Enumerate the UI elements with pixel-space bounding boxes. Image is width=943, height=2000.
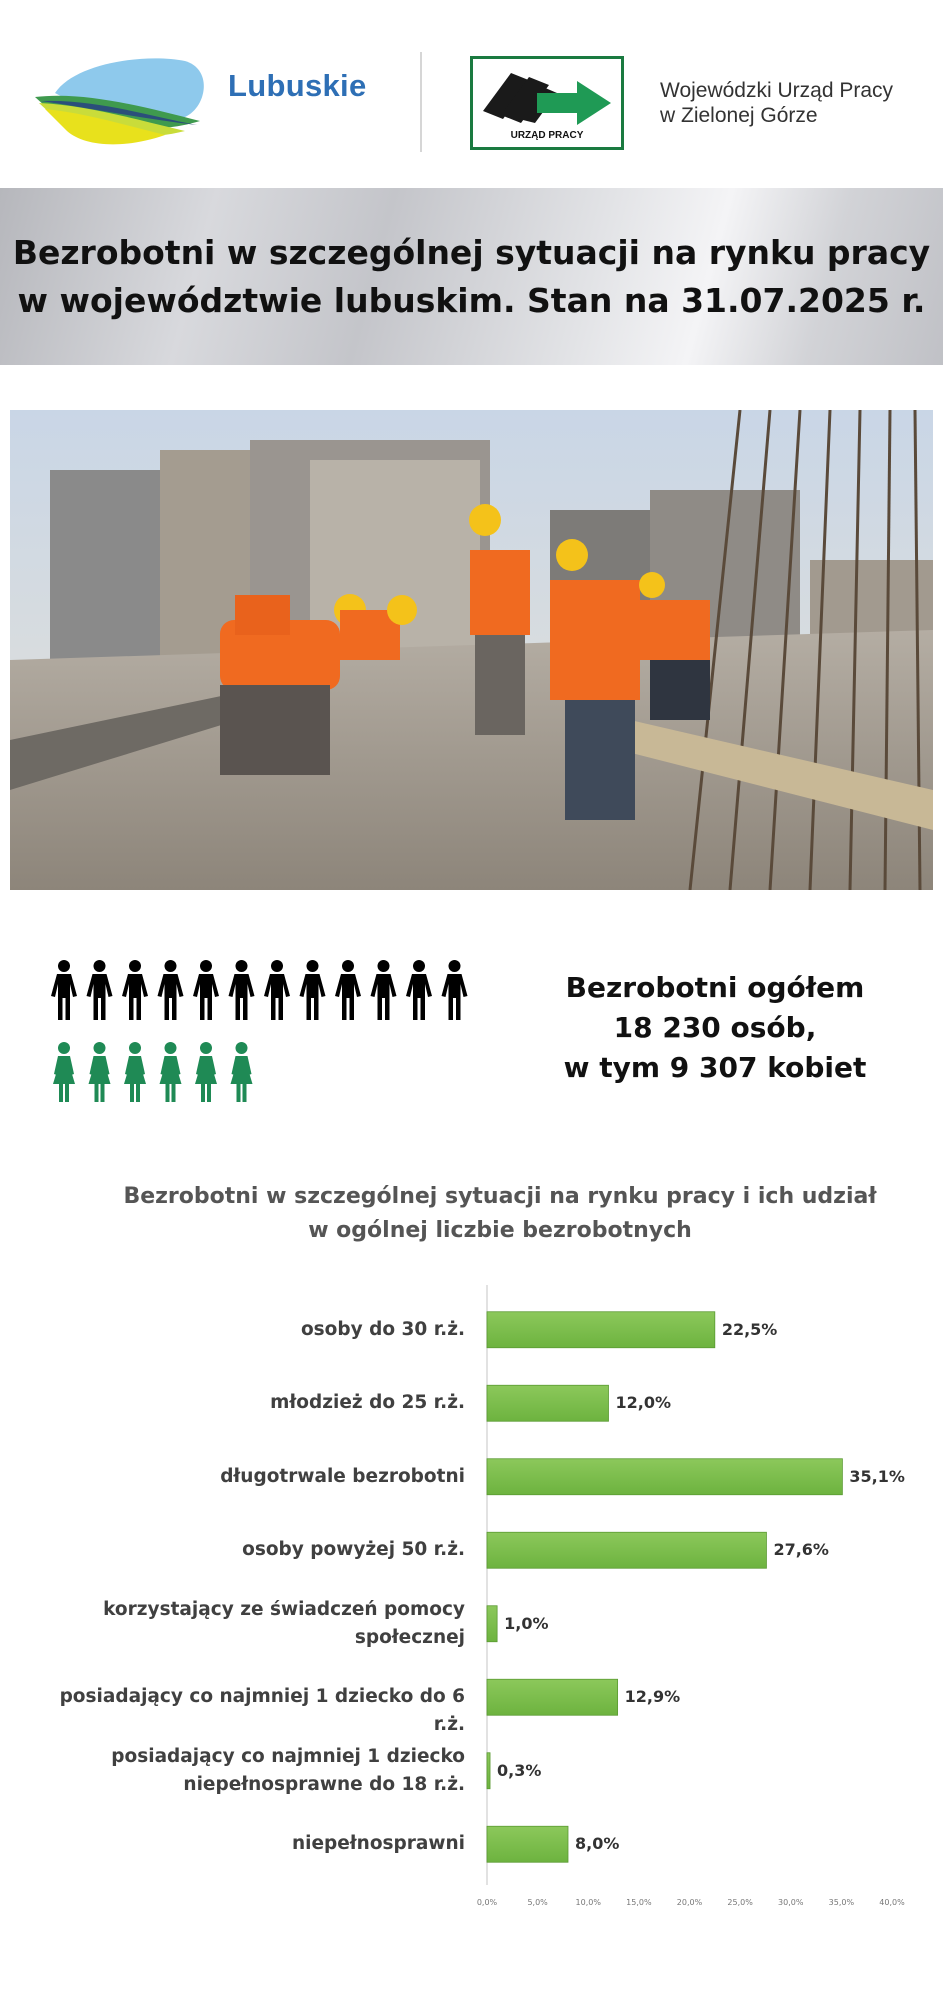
x-tick-label-5: 20,0% [676,1898,703,1907]
bar-7 [487,1753,490,1789]
people-pictogram [50,960,490,1110]
header-divider [420,52,422,152]
woman-icon-6 [231,1042,253,1102]
woman-icon-4 [160,1042,182,1102]
bar-1 [487,1312,715,1348]
photo-illustration [10,410,933,890]
value-label-7: 0,3% [497,1760,542,1780]
value-label-1: 22,5% [721,1319,778,1339]
category-label-1: osoby do 30 r.ż. [300,1318,465,1340]
office-name [660,78,893,128]
value-label-8: 8,0% [575,1834,620,1854]
man-icon-5 [193,960,219,1020]
bar-2 [487,1385,609,1421]
bar-5 [487,1606,497,1642]
category-label-3: długotrwale bezrobotni [220,1465,465,1487]
value-label-5: 1,0% [504,1613,549,1633]
x-tick-label-6: 25,0% [727,1898,753,1907]
x-tick-label-3: 10,0% [575,1898,601,1907]
category-label-6: posiadający co najmniej 1 dziecko do 6 r.ż. [59,1686,465,1736]
x-tick-label-1: 0,0% [476,1898,498,1907]
value-label-2: 12,0% [615,1393,672,1413]
man-icon-7 [264,960,290,1020]
category-label-4: osoby powyżej 50 r.ż. [242,1539,465,1561]
woman-icon-5 [195,1042,217,1102]
man-icon-1 [51,960,77,1020]
category-label-5: korzystający ze świadczeń pomocy społecznej [103,1598,465,1648]
woman-icon-2 [89,1042,111,1102]
man-icon-12 [442,960,468,1020]
category-label-8: niepełnosprawni [291,1833,465,1855]
man-icon-3 [122,960,148,1020]
x-tick-label-9: 40,0% [879,1898,905,1907]
region-name: Lubuskie [228,68,367,103]
man-icon-8 [300,960,326,1020]
construction-workers-photo [10,410,933,890]
bar-4 [487,1532,766,1568]
x-tick-label-2: 5,0% [527,1898,548,1907]
bar-chart [0,1285,943,1925]
man-icon-4 [158,960,184,1020]
x-tick-label-8: 35,0% [828,1898,855,1907]
chart-title: Bezrobotni w szczególnej sytuacji na rynku pracy i ich udział w ogólnej liczbie bezrobotnych [123,1184,877,1243]
man-icon-10 [371,960,397,1020]
lubuskie-logo [35,55,210,150]
summary-line-1: Bezrobotni ogółem [565,971,865,1004]
man-icon-2 [87,960,113,1020]
value-label-3: 35,1% [849,1466,905,1486]
category-label-7: posiadający co najmniej 1 dziecko niepełnosprawne do 18 r.ż. [111,1745,465,1795]
x-tick-label-7: 30,0% [778,1898,804,1907]
title-band [0,188,943,365]
woman-icon-1 [53,1042,75,1102]
page-title: Bezrobotni w szczególnej sytuacji na rynku pracy w województwie lubuskim. Stan na 31.07.2025 r. [12,232,931,320]
header [0,0,943,185]
bar-3 [487,1459,842,1495]
summary-line-2: 18 230 osób, [613,1011,817,1044]
office-logo [470,56,624,150]
summary-box [520,968,910,1088]
bar-8 [487,1826,568,1862]
office-logo-text: URZĄD PRACY [510,130,584,141]
x-tick-label-4: 15,0% [626,1898,652,1907]
value-label-4: 27,6% [773,1540,829,1560]
lubuskie-logo-graphic [35,55,210,150]
value-label-6: 12,9% [624,1687,681,1707]
people-icons [50,960,490,1110]
category-label-2: młodzież do 25 r.ż. [270,1392,465,1414]
bar-6 [487,1679,618,1715]
man-icon-6 [229,960,255,1020]
man-icon-11 [406,960,432,1020]
woman-icon-3 [124,1042,146,1102]
man-icon-9 [335,960,361,1020]
office-name-text: Wojewódzki Urząd Pracy w Zielonej Górze [660,79,894,127]
summary-line-3: w tym 9 307 kobiet [563,1051,867,1084]
